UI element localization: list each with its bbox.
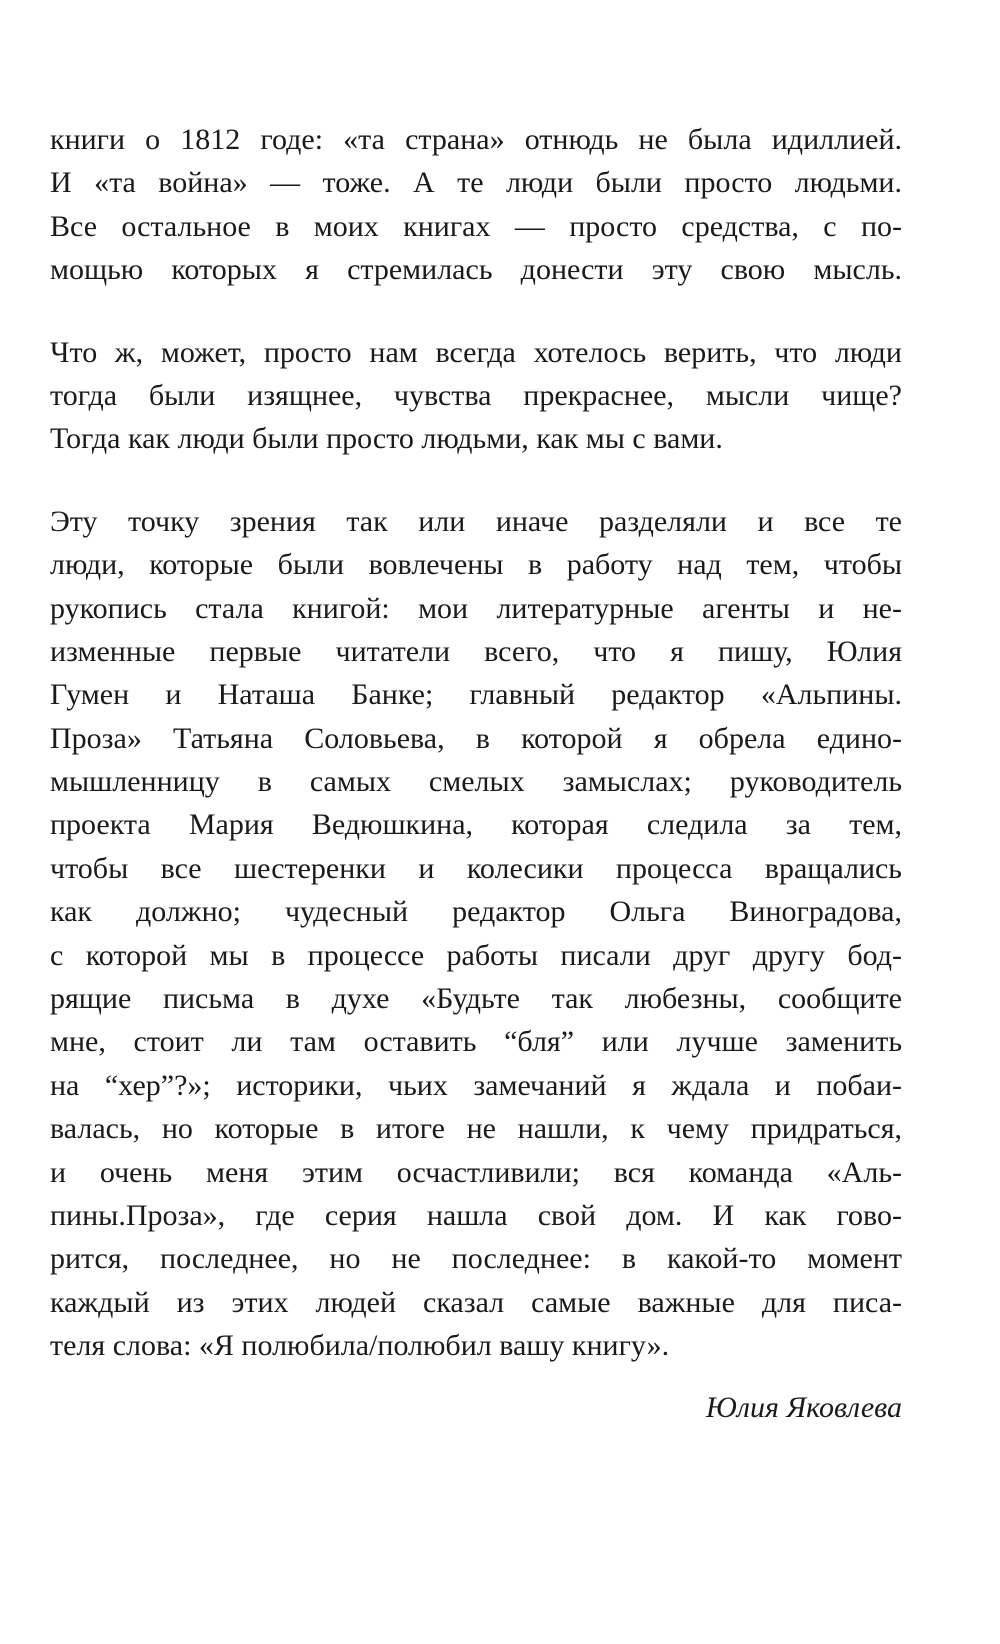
paragraph <box>50 331 902 461</box>
text-line: каждый из этих людей сказал самые важные для писа- <box>50 1285 902 1319</box>
text-line: Все остальное в моих книгах — просто средства, с по- <box>50 209 902 243</box>
author-signature: Юлия Яковлева <box>705 1391 902 1424</box>
text-line: рящие письма в духе «Будьте так любезны, сообщите <box>50 982 902 1016</box>
text-line: Тогда как люди были просто людьми, как мы с вами. <box>50 422 723 456</box>
text-line: проекта Мария Ведюшкина, которая следила за тем, <box>50 808 902 842</box>
text-line: Проза» Татьяна Соловьева, в которой я обрела едино- <box>50 721 902 755</box>
paragraph <box>50 500 902 1368</box>
text-line: мощью которых я стремилась донести эту свою мысль. <box>50 253 902 287</box>
text-line: и очень меня этим осчастливили; вся команда «Аль- <box>50 1155 902 1189</box>
text-line: Эту точку зрения так или иначе разделяли и все те <box>50 504 902 538</box>
book-page-text <box>50 118 902 1407</box>
text-line: Гумен и Наташа Банке; главный редактор «Альпины. <box>50 678 902 712</box>
text-line: рится, последнее, но не последнее: в какой-то момент <box>50 1242 902 1276</box>
text-line: изменные первые читатели всего, что я пишу, Юлия <box>50 634 902 668</box>
text-line: с которой мы в процессе работы писали друг другу бод- <box>50 938 902 972</box>
text-line: как должно; чудесный редактор Ольга Виноградова, <box>50 895 902 929</box>
text-line: люди, которые были вовлечены в работу над тем, чтобы <box>50 548 902 582</box>
text-line: И «та война» — тоже. А те люди были просто людьми. <box>50 166 902 200</box>
text-line: рукопись стала книгой: мои литературные агенты и не- <box>50 591 902 625</box>
text-line: книги о 1812 годе: «та страна» отнюдь не была идиллией. <box>50 123 902 156</box>
text-line: валась, но которые в итоге не нашли, к чему придраться, <box>50 1112 902 1146</box>
text-line: пины.Проза», где серия нашла свой дом. И как гово- <box>50 1198 902 1232</box>
text-line: Что ж, может, просто нам всегда хотелось верить, что люди <box>50 335 902 369</box>
text-line: мне, стоит ли там оставить “бля” или лучше заменить <box>50 1025 902 1059</box>
text-line: на “хер”?»; историки, чьих замечаний я ждала и побаи- <box>50 1068 902 1102</box>
text-line: чтобы все шестеренки и колесики процесса вращались <box>50 851 902 885</box>
text-line: теля слова: «Я полюбила/полюбил вашу книгу». <box>50 1329 670 1363</box>
text-line: мышленницу в самых смелых замыслах; руководитель <box>50 765 902 799</box>
paragraph <box>50 118 902 292</box>
text-line: тогда были изящнее, чувства прекраснее, мысли чище? <box>50 378 902 412</box>
